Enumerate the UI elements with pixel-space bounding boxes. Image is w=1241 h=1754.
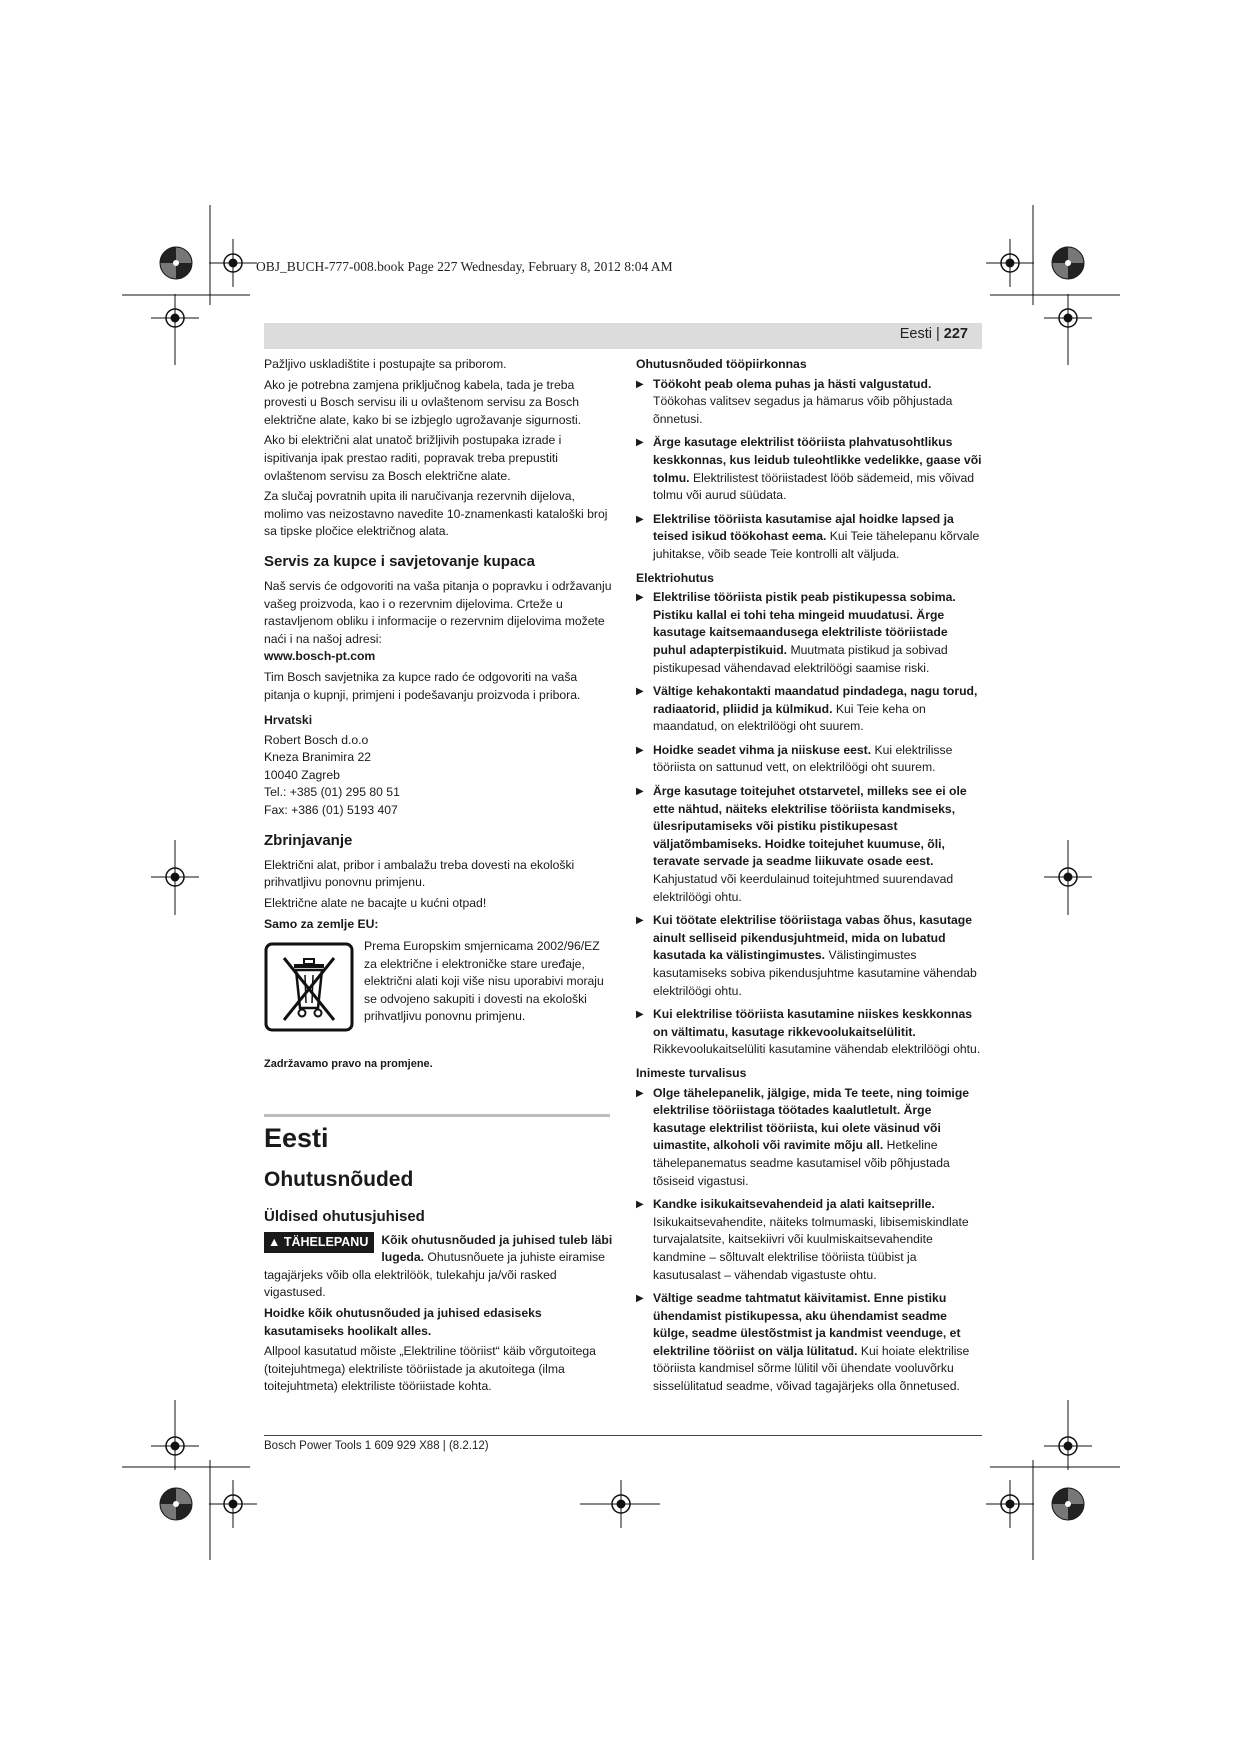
paragraph: Električne alate ne bacajte u kućni otpad! (264, 895, 487, 910)
bullet-arrow-icon: ▶ (636, 1087, 644, 1099)
body-text: Töökohas valitsev segadus ja hämarus võib põhjustada õnnetusi. (653, 394, 953, 426)
heading-personal-safety: Inimeste turvalisus (636, 1065, 747, 1080)
bullet-arrow-icon: ▶ (636, 1199, 644, 1211)
section-divider (264, 1114, 610, 1117)
body-text: Kui Teie tähelepanu kõrvale juhitakse, võib seade Teie kontrolli alt väljuda. (653, 529, 980, 561)
file-slug: OBJ_BUCH-777-008.book Page 227 Wednesday, February 8, 2012 8:04 AM (256, 259, 673, 274)
bullet-arrow-icon: ▶ (636, 1293, 644, 1305)
list-item (636, 1196, 982, 1284)
body-text: Kahjustatud või keerdulainud toitejuhtmed suurendavad elektrilöögi ohtu. (653, 872, 954, 904)
address-block (264, 732, 614, 820)
warning-triangle-icon: ▲ (268, 1234, 281, 1249)
list-item (636, 683, 982, 736)
paragraph: Ako bi električni alat unatoč brižljivih postupaka izrade i ispitivanja ipak prestao raditi, popravak treba prepustiti ovlaštenom servisu za Bosch električne alate. (264, 433, 562, 483)
bold-text: Kui töötate elektrilise tööriistaga vabas õhus, kasutage ainult selliseid pikendusjuhtmeid, mida on lubatud kasutada ka välistingimustes. (653, 913, 972, 963)
paragraph: Električni alat, pribor i ambalažu treba dovesti na ekološki prihvatljivu ponovnu primjenu. (264, 857, 575, 890)
heading-disposal: Zbrinjavanje (264, 831, 353, 849)
bullet-arrow-icon: ▶ (636, 786, 644, 798)
heading-country: Hrvatski (264, 713, 313, 728)
page-number: 227 (943, 326, 968, 342)
bold-text: Vältige kehakontakti maandatud pindadega, nagu torud, radiaatorid, pliidid ja külmikud. (653, 684, 978, 716)
heading-electrical-safety: Elektriohutus (636, 570, 714, 585)
header-page-label: Eesti | 227 (899, 326, 968, 342)
body-text: Kui Teie keha on maandatud, on elektrilöögi oht suurem. (653, 701, 926, 734)
warning-bold-text: Kõik ohutusnõuded ja juhised tuleb läbi lugeda. (381, 1232, 613, 1265)
heading-ohutusnouded: Ohutusnõuded (264, 1167, 414, 1191)
bullet-arrow-icon: ▶ (636, 513, 644, 525)
warning-badge (264, 1232, 374, 1253)
paragraph: Ako je potrebna zamjena priključnog kabela, tada je treba provesti u Bosch servisu ili u ovlaštenom servisu za Bosch električne alate, kako bi se izbjeglo ugrožavanje sigurnosti. (264, 377, 582, 427)
list-item (636, 742, 982, 777)
list-item (636, 1290, 982, 1396)
address-line: Tel.: +385 (01) 295 80 51 (264, 785, 400, 800)
body-text: Kui elektrilisse tööriista on sattunud vett, on elektrilöögi oht suurem. (653, 742, 953, 775)
bullet-arrow-icon: ▶ (636, 437, 644, 449)
warning-text: Ohutusnõuete ja juhiste eiramise tagajärjeks võib olla elektrilöök, tulekahju ja/või rasked vigastused. (264, 1250, 605, 1300)
body-text: Muutmata pistikud ja sobivad pistikupesad vähendavad elektrilöögi saamise riski. (653, 642, 948, 675)
heading-service: Servis za kupce i savjetovanje kupaca (264, 552, 535, 570)
address-line: Robert Bosch d.o.o (264, 732, 369, 747)
bold-text: Hoidke seadet vihma ja niiskuse eest. (653, 742, 872, 757)
running-header (264, 323, 982, 349)
warning-label: TÄHELEPANU (283, 1234, 369, 1249)
header-section: Eesti (899, 326, 932, 342)
bold-text: Kandke isikukaitsevahendeid ja alati kaitseprille. (653, 1197, 935, 1212)
paragraph: Tim Bosch savjetnika za kupce rado će odgovoriti na vaša pitanja o kupnji, primjeni i podešavanju proizvoda i pribora. (264, 669, 581, 702)
body-text: Isikukaitsevahendite, näiteks tolmumaski, libisemiskindlate turvajalatsite, kaitsekiivri või kuulmiskaitsevahendite kandmine – sõltuvalt elektrilise tööriista tüübist ja kasutusalast – vähendab vigastuste ohtu. (653, 1214, 969, 1282)
bold-text: Ärge kasutage toitejuhet otstarvetel, milleks see ei ole ette nähtud, näiteks elektrilise tööriista kandmiseks, ülesriputamiseks või pistiku pistikupesast väljatõmbamiseks. Hoidke toitejuhet kuumuse, õli, teravate servade ja seadme liikuvate osade eest. (653, 784, 967, 869)
bold-text: Ärge kasutage elektrilist tööriista plahvatusohtlikus keskkonnas, kus leidub tuleohtlikke vedelikke, gaase või tolmu. (653, 435, 982, 485)
website-link[interactable]: www.bosch-pt.com (264, 649, 376, 664)
footer-text: Bosch Power Tools 1 609 929 X88 | (8.2.12) (264, 1440, 489, 1452)
left-column (264, 356, 614, 1399)
paragraph: Pažljivo uskladištite i postupajte sa priborom. (264, 357, 507, 371)
bullet-arrow-icon: ▶ (636, 686, 644, 698)
body-text: Hetkeline tähelepanematus seadme kasutamisel võib põhjustada tõsiseid vigastusi. (653, 1138, 950, 1188)
paragraph: Allpool kasutatud mõiste „Elektriline tööriist“ käib võrgutoitega (toitejuhtmega) elektriliste tööriistade ja akutoitega (ilma toitejuhtmeta) elektriliste tööriistade kohta. (264, 1344, 596, 1394)
change-note: Zadržavamo pravo na promjene. (264, 1058, 433, 1071)
bullet-arrow-icon: ▶ (636, 915, 644, 927)
body-text: Välistingimustes kasutamiseks sobiva pikendusjuhtme kasutamine vähendab elektrilöögi ohtu. (653, 948, 977, 998)
list-item (636, 511, 982, 564)
weee-text: Prema Europskim smjernicama 2002/96/EZ za električne i elektroničke stare uređaje, električni alati koji više nisu uporabivi moraju se odvojeno sakupiti i dovesti na ekološki prihvatljivu ponovnu primjenu. (364, 939, 604, 1024)
paragraph: Naš servis će odgovoriti na vaša pitanja o popravku i održavanju vašeg proizvoda, kao i o rezervnim dijelovima. Crteže u rastavljenom obliku i informacije o rezervnim dijelovima možete naći i na našoj adresi: (264, 578, 612, 646)
list-item (636, 912, 982, 1000)
heading-eesti: Eesti (264, 1122, 329, 1153)
crossed-bin-icon (264, 942, 354, 1032)
bullet-arrow-icon: ▶ (636, 592, 644, 604)
address-line: 10040 Zagreb (264, 767, 340, 782)
list-item (636, 434, 982, 504)
list-item (636, 376, 982, 429)
keep-instructions: Hoidke kõik ohutusnõuded ja juhised edasiseks kasutamiseks hoolikalt alles. (264, 1306, 542, 1338)
bold-text: Elektrilise tööriista pistik peab pistikupessa sobima. Pistiku kallal ei tohi teha mingeid muudatusi. Ärge kasutage kaitsemaandusega elektriliste tööriistade puhul adapterpistikuid. (653, 590, 956, 657)
paragraph: Za slučaj povratnih upita ili naručivanja rezervnih dijelova, molimo vas neizostavno navedite 10-znamenkasti kataloški broj sa tipske pločice električnog alata. (264, 489, 608, 539)
heading-eu: Samo za zemlje EU: (264, 917, 379, 932)
body-text: Rikkevoolukaitselüliti kasutamine vähendab elektrilöögi ohtu. (653, 1042, 981, 1057)
right-column (636, 356, 982, 1402)
bold-text: Töökoht peab olema puhas ja hästi valgustatud. (653, 376, 932, 391)
heading-work-area: Ohutusnõuded tööpiirkonnas (636, 357, 807, 371)
bullet-arrow-icon: ▶ (636, 744, 644, 756)
body-text: Elektrilistest tööriistadest lööb sädemeid, mis võivad tolmu või aurud süüdata. (653, 470, 975, 503)
address-line: Fax: +386 (01) 5193 407 (264, 803, 398, 818)
weee-block (264, 938, 614, 1050)
list-item (636, 1085, 982, 1191)
body-text: Kui hoiate elektrilise tööriista kandmisel sõrme lülitil või ühendate vooluvõrku sisselülitatud seadme, võivad tagajärjeks olla õnnetused. (653, 1343, 970, 1394)
warning-block (264, 1232, 614, 1302)
list-item (636, 1006, 982, 1059)
list-item (636, 589, 982, 677)
bold-text: Elektrilise tööriista kasutamise ajal hoidke lapsed ja teised isikud töökohast eema. (653, 511, 954, 544)
address-line: Kneza Branimira 22 (264, 750, 372, 765)
heading-general-safety: Üldised ohutusjuhised (264, 1207, 425, 1225)
bullet-arrow-icon: ▶ (636, 378, 644, 390)
list-item (636, 783, 982, 906)
bold-text: Vältige seadme tahtmatut käivitamist. Enne pistiku ühendamist pistikupessa, aku ühendamist seadme külge, seadme ülestõstmist ja kandmist veenduge, et elektriline tööriist on välja lülitatud. (653, 1291, 961, 1358)
footer-rule (264, 1435, 982, 1436)
bold-text: Olge tähelepanelik, jälgige, mida Te teete, ning toimige elektrilise tööriistaga töötades kaalutletult. Ärge kasutage elektrilist tööriista, kui olete väsinud või uimastite, alkoholi või ravimite mõju all. (653, 1085, 970, 1153)
bold-text: Kui elektrilise tööriista kasutamine niiskes keskkonnas on vältimatu, kasutage rikkevoolukaitselülitit. (653, 1007, 973, 1039)
bullet-arrow-icon: ▶ (636, 1009, 644, 1021)
